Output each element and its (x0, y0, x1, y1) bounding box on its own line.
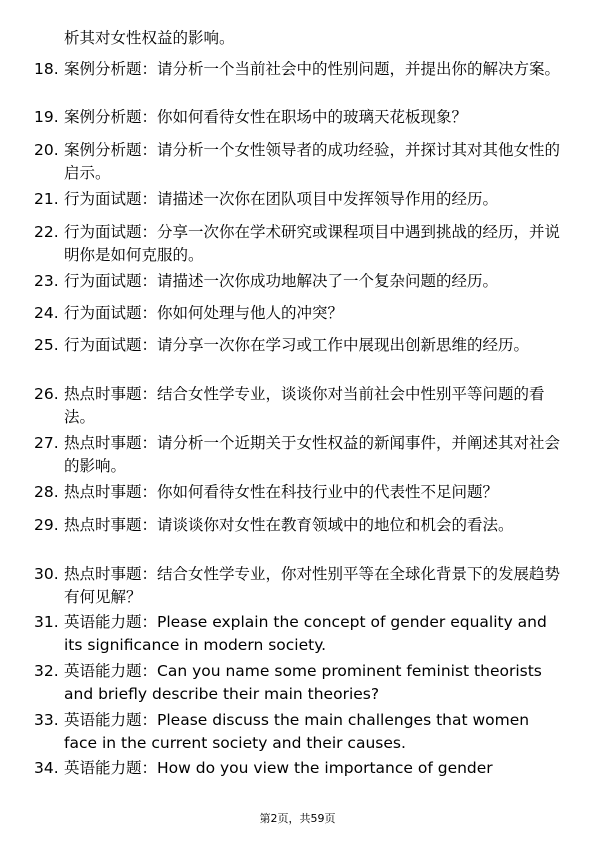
item-number: 19. (34, 108, 59, 126)
item-number: 33. (34, 711, 59, 729)
item-number: 24. (34, 304, 59, 322)
item-number: 28. (34, 483, 59, 501)
item-text: 热点时事题：请谈谈你对女性在教育领域中的地位和机会的看法。 (64, 516, 514, 534)
item-text: 案例分析题：请分析一个当前社会中的性别问题，并提出你的解决方案。 (64, 60, 561, 78)
item-number: 25. (34, 336, 59, 354)
item-number: 26. (34, 385, 59, 403)
item-text: 行为面试题：请描述一次你在团队项目中发挥领导作用的经历。 (64, 190, 499, 208)
item-text: 案例分析题：请分析一个女性领导者的成功经验，并探讨其对其他女性的启示。 (64, 141, 561, 182)
continued-text: 析其对女性权益的影响。 (64, 29, 235, 47)
item-text: 案例分析题：你如何看待女性在职场中的玻璃天花板现象？ (64, 108, 468, 126)
item-text: 热点时事题：结合女性学专业，你对性别平等在全球化背景下的发展趋势有何见解？ (64, 565, 561, 606)
item-text: 热点时事题：结合女性学专业，谈谈你对当前社会中性别平等问题的看法。 (64, 385, 545, 426)
item-number: 31. (34, 613, 59, 631)
item-number: 18. (34, 60, 59, 78)
item-number: 34. (34, 759, 59, 777)
item-text: 英语能力题：How do you view the importance of gender (64, 759, 493, 777)
item-text: 英语能力题：Please explain the concept of gender equality and its significance in modern society. (64, 613, 547, 654)
item-text: 行为面试题：请描述一次你成功地解决了一个复杂问题的经历。 (64, 272, 499, 290)
item-number: 27. (34, 434, 59, 452)
item-number: 32. (34, 662, 59, 680)
item-number: 30. (34, 565, 59, 583)
item-number: 23. (34, 272, 59, 290)
item-text: 热点时事题：请分析一个近期关于女性权益的新闻事件，并阐述其对社会的影响。 (64, 434, 561, 475)
item-number: 22. (34, 223, 59, 241)
page-footer: 第2页，共59页 (259, 812, 336, 825)
item-text: 行为面试题：请分享一次你在学习或工作中展现出创新思维的经历。 (64, 336, 530, 354)
item-text: 英语能力题：Please discuss the main challenges that women face in the current society and their causes. (64, 711, 530, 752)
item-number: 20. (34, 141, 59, 159)
item-text: 热点时事题：你如何看待女性在科技行业中的代表性不足问题？ (64, 483, 499, 501)
item-text: 行为面试题：你如何处理与他人的冲突？ (64, 304, 344, 322)
item-number: 29. (34, 516, 59, 534)
item-number: 21. (34, 190, 59, 208)
item-text: 英语能力题：Can you name some prominent feminist theorists and briefly describe their main theories? (64, 662, 542, 703)
item-text: 行为面试题：分享一次你在学术研究或课程项目中遇到挑战的经历，并说明你是如何克服的。 (64, 223, 561, 264)
